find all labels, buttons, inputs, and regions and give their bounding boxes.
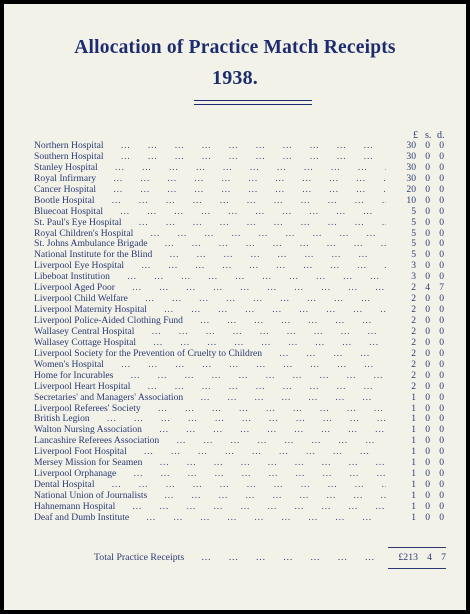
allocation-pounds: 1 — [411, 391, 416, 403]
allocation-pounds: 5 — [411, 238, 416, 250]
allocation-pounds: 2 — [411, 325, 416, 337]
allocation-name: Liverpool Maternity Hospital … … … … … … … … … … … … … … … … … … … … … … … … … … — [34, 305, 386, 316]
allocation-pence: 0 — [439, 183, 444, 195]
allocation-pounds: 1 — [411, 424, 416, 436]
title-rule-top — [194, 100, 312, 101]
allocation-pence: 0 — [439, 490, 444, 501]
allocation-row — [34, 174, 454, 185]
allocation-pence: 0 — [439, 446, 444, 458]
allocation-shillings: 0 — [425, 457, 430, 469]
allocation-pence: 0 — [439, 402, 444, 414]
allocation-row — [34, 283, 454, 294]
allocation-pence: 0 — [439, 161, 444, 173]
allocation-pence: 0 — [439, 380, 444, 392]
allocation-pounds: 1 — [411, 402, 416, 414]
allocation-shillings: 0 — [425, 391, 430, 403]
header-pence: d. — [437, 130, 445, 141]
allocation-pence: 0 — [439, 347, 444, 359]
allocation-row — [34, 447, 454, 458]
allocation-row — [34, 261, 454, 272]
allocation-pounds: 10 — [406, 194, 416, 206]
allocation-row — [34, 513, 454, 524]
allocation-pence: 0 — [439, 205, 444, 217]
total-rule-top — [388, 547, 446, 548]
allocation-name: Dental Hospital … … … … … … … … … … … … … … … … … … … … … … … … … … — [34, 480, 386, 491]
document-year: 1938. — [212, 67, 258, 89]
allocation-pounds: 5 — [411, 216, 416, 228]
allocation-pounds: 2 — [411, 358, 416, 370]
allocation-list — [34, 141, 454, 524]
allocation-name: Women's Hospital … … … … … … … … … … … … … … … … … … … … … … … … … … — [34, 360, 386, 371]
allocation-shillings: 0 — [425, 325, 430, 337]
allocation-row — [34, 382, 454, 393]
total-shillings: 4 — [427, 552, 432, 563]
allocation-row — [34, 305, 454, 316]
allocation-pence: 0 — [439, 150, 444, 162]
allocation-row — [34, 229, 454, 240]
allocation-shillings: 0 — [425, 260, 430, 272]
allocation-name: Liverpool Foot Hospital … … … … … … … … … … … … … … … … … … … … … … … … … … — [34, 447, 386, 458]
allocation-row — [34, 152, 454, 163]
allocation-shillings: 0 — [425, 347, 430, 359]
allocation-row — [34, 360, 454, 371]
allocation-pounds: 2 — [411, 380, 416, 392]
allocation-shillings: 0 — [425, 249, 430, 261]
allocation-row — [34, 316, 454, 327]
allocation-shillings: 0 — [425, 435, 430, 447]
allocation-pence: 7 — [439, 282, 444, 294]
allocation-pounds: 2 — [411, 304, 416, 316]
allocation-name: Liverpool Police-Aided Clothing Fund … … … … … … … … … … … … … … … … … … … … … … … … … … — [34, 316, 386, 327]
allocation-name: Liverpool Child Welfare … … … … … … … … … … … … … … … … … … … … … … … … … … — [34, 294, 386, 305]
allocation-shillings: 0 — [425, 304, 430, 316]
allocation-pence: 0 — [439, 468, 444, 480]
allocation-row — [34, 294, 454, 305]
allocation-row — [34, 207, 454, 218]
document-page — [4, 4, 466, 610]
allocation-row — [34, 425, 454, 436]
allocation-name: St. Paul's Eye Hospital … … … … … … … … … … … … … … … … … … … … … … … … … … — [34, 218, 386, 229]
allocation-shillings: 0 — [425, 315, 430, 326]
allocation-pence: 0 — [439, 500, 444, 512]
allocation-row — [34, 480, 454, 491]
allocation-pence: 0 — [439, 293, 444, 305]
allocation-pence: 0 — [439, 479, 444, 491]
allocation-pounds: 2 — [411, 293, 416, 305]
allocation-pence: 0 — [439, 260, 444, 272]
allocation-pence: 0 — [439, 336, 444, 348]
allocation-name: Walton Nursing Association … … … … … … … … … … … … … … … … … … … … … … … … … … — [34, 425, 386, 436]
allocation-name: Liverpool Referees' Society … … … … … … … … … … … … … … … … … … … … … … … … … … — [34, 404, 386, 415]
allocation-pence: 0 — [439, 249, 444, 261]
allocation-pounds: 5 — [411, 227, 416, 239]
allocation-pounds: 1 — [411, 413, 416, 425]
allocation-name: Liverpool Aged Poor … … … … … … … … … … … … … … … … … … … … … … … … … … — [34, 283, 386, 294]
allocation-pounds: 1 — [411, 490, 416, 501]
allocation-row — [34, 469, 454, 480]
allocation-pounds: 30 — [406, 161, 416, 173]
allocation-row — [34, 371, 454, 382]
allocation-pence: 0 — [439, 413, 444, 425]
allocation-row — [34, 491, 454, 502]
allocation-shillings: 0 — [425, 500, 430, 512]
allocation-pence: 0 — [439, 424, 444, 436]
allocation-pence: 0 — [439, 140, 444, 151]
allocation-name: Liverpool Society for the Prevention of Cruelty to Children … … … … … … … … … … … … … … … … … … … … … … … … … … — [34, 349, 386, 360]
allocation-row — [34, 185, 454, 196]
allocation-pence: 0 — [439, 457, 444, 469]
allocation-pence: 0 — [439, 358, 444, 370]
total-pounds: £213 — [398, 552, 418, 563]
allocation-row — [34, 393, 454, 404]
header-pounds: £ — [413, 130, 418, 141]
total-row — [34, 551, 454, 565]
allocation-name: Wallasey Central Hospital … … … … … … … … … … … … … … … … … … … … … … … … … … — [34, 327, 386, 338]
allocation-shillings: 4 — [425, 282, 430, 294]
allocation-pounds: 3 — [411, 271, 416, 283]
allocation-pounds: 5 — [411, 205, 416, 217]
allocation-shillings: 0 — [425, 468, 430, 480]
allocation-name: Home for Incurables … … … … … … … … … … … … … … … … … … … … … … … … … … — [34, 371, 386, 382]
allocation-shillings: 0 — [425, 402, 430, 414]
allocation-shillings: 0 — [425, 150, 430, 162]
allocation-shillings: 0 — [425, 413, 430, 425]
allocation-pounds: 1 — [411, 446, 416, 458]
allocation-row — [34, 404, 454, 415]
allocation-shillings: 0 — [425, 358, 430, 370]
allocation-name: Liverpool Eye Hospital … … … … … … … … … … … … … … … … … … … … … … … … … … — [34, 261, 386, 272]
allocation-row — [34, 502, 454, 513]
allocation-pence: 0 — [439, 227, 444, 239]
allocation-shillings: 0 — [425, 205, 430, 217]
allocation-pence: 0 — [439, 391, 444, 403]
allocation-name: Liverpool Heart Hospital … … … … … … … … … … … … … … … … … … … … … … … … … … — [34, 382, 386, 393]
document-title: Allocation of Practice Match Receipts — [74, 37, 396, 58]
allocation-shillings: 0 — [425, 227, 430, 239]
allocation-row — [34, 338, 454, 349]
allocation-name: Libeboat Institution … … … … … … … … … … … … … … … … … … … … … … … … … … — [34, 272, 386, 283]
allocation-shillings: 0 — [425, 336, 430, 348]
allocation-pounds: 2 — [411, 282, 416, 294]
allocation-shillings: 0 — [425, 172, 430, 184]
allocation-row — [34, 436, 454, 447]
allocation-name: Lancashire Referees Association … … … … … … … … … … … … … … … … … … … … … … … … … … — [34, 436, 386, 447]
allocation-pence: 0 — [439, 271, 444, 283]
allocation-shillings: 0 — [425, 216, 430, 228]
allocation-shillings: 0 — [425, 380, 430, 392]
allocation-shillings: 0 — [425, 183, 430, 195]
allocation-pounds: 20 — [406, 183, 416, 195]
allocation-pence: 0 — [439, 172, 444, 184]
allocation-name: Deaf and Dumb Institute … … … … … … … … … … … … … … … … … … … … … … … … … … — [34, 513, 386, 524]
allocation-pounds: 1 — [411, 435, 416, 447]
allocation-name: St. Johns Ambulance Brigade … … … … … … … … … … … … … … … … … … … … … … … … … … — [34, 239, 386, 250]
allocation-name: Royal Infirmary … … … … … … … … … … … … … … … … … … … … … … … … … … — [34, 174, 386, 185]
allocation-pounds: 3 — [411, 260, 416, 272]
allocation-pence: 0 — [439, 194, 444, 206]
allocation-row — [34, 239, 454, 250]
allocation-pence: 0 — [439, 369, 444, 381]
allocation-pence: 0 — [439, 238, 444, 250]
header-shillings: s. — [425, 130, 432, 141]
allocation-shillings: 0 — [425, 238, 430, 250]
allocation-shillings: 0 — [425, 446, 430, 458]
allocation-pence: 0 — [439, 216, 444, 228]
allocation-shillings: 0 — [425, 479, 430, 491]
allocation-row — [34, 272, 454, 283]
allocation-shillings: 0 — [425, 424, 430, 436]
allocation-shillings: 0 — [425, 369, 430, 381]
allocation-shillings: 0 — [425, 194, 430, 206]
allocation-pounds: 2 — [411, 347, 416, 359]
allocation-name: Bluecoat Hospital … … … … … … … … … … … … … … … … … … … … … … … … … … — [34, 207, 386, 218]
allocation-name: Mersey Mission for Seamen … … … … … … … … … … … … … … … … … … … … … … … … … … — [34, 458, 386, 469]
allocation-pence: 0 — [439, 315, 444, 326]
allocation-shillings: 0 — [425, 140, 430, 151]
allocation-name: Southern Hospital … … … … … … … … … … … … … … … … … … … … … … … … … … — [34, 152, 386, 163]
allocation-row — [34, 327, 454, 338]
total-pence: 7 — [441, 552, 446, 563]
allocation-pence: 0 — [439, 511, 444, 523]
allocation-pounds: 30 — [406, 150, 416, 162]
allocation-row — [34, 141, 454, 152]
allocation-row — [34, 163, 454, 174]
allocation-shillings: 0 — [425, 511, 430, 523]
allocation-pounds: 2 — [411, 315, 416, 326]
allocation-name: Liverpool Orphanage … … … … … … … … … … … … … … … … … … … … … … … … … … — [34, 469, 386, 480]
allocation-pence: 0 — [439, 325, 444, 337]
allocation-name: National Union of Journalists … … … … … … … … … … … … … … … … … … … … … … … … … … — [34, 491, 386, 502]
allocation-pounds: 1 — [411, 479, 416, 491]
allocation-pounds: 1 — [411, 511, 416, 523]
total-rule-bottom — [388, 568, 446, 569]
allocation-name: Wallasey Cottage Hospital … … … … … … … … … … … … … … … … … … … … … … … … … … — [34, 338, 386, 349]
allocation-pounds: 1 — [411, 500, 416, 512]
allocation-pounds: 1 — [411, 457, 416, 469]
allocation-pounds: 1 — [411, 468, 416, 480]
allocation-pence: 0 — [439, 304, 444, 316]
allocation-pounds: 5 — [411, 249, 416, 261]
allocation-name: National Institute for the Blind … … … … … … … … … … … … … … … … … … … … … … … … … … — [34, 250, 386, 261]
allocation-shillings: 0 — [425, 271, 430, 283]
allocation-pounds: 30 — [406, 140, 416, 151]
allocation-name: Hahnemann Hospital … … … … … … … … … … … … … … … … … … … … … … … … … … — [34, 502, 386, 513]
allocation-name: Northern Hospital … … … … … … … … … … … … … … … … … … … … … … … … … … — [34, 141, 386, 152]
allocation-name: Bootle Hospital … … … … … … … … … … … … … … … … … … … … … … … … … … — [34, 196, 386, 207]
allocation-row — [34, 250, 454, 261]
allocation-name: Stanley Hospital … … … … … … … … … … … … … … … … … … … … … … … … … … — [34, 163, 386, 174]
allocation-row — [34, 196, 454, 207]
allocation-shillings: 0 — [425, 490, 430, 501]
allocation-name: Cancer Hospital … … … … … … … … … … … … … … … … … … … … … … … … … … — [34, 185, 386, 196]
allocation-name: Secretaries' and Managers' Association … … … … … … … … … … … … … … … … … … … … … … … … … … — [34, 393, 386, 404]
allocation-row — [34, 458, 454, 469]
allocation-name: British Legion … … … … … … … … … … … … … … … … … … … … … … … … … … — [34, 414, 386, 425]
allocation-pounds: 30 — [406, 172, 416, 184]
allocation-row — [34, 414, 454, 425]
allocation-shillings: 0 — [425, 161, 430, 173]
allocation-row — [34, 349, 454, 360]
allocation-name: Royal Children's Hospital … … … … … … … … … … … … … … … … … … … … … … … … … … — [34, 229, 386, 240]
allocation-shillings: 0 — [425, 293, 430, 305]
allocation-pounds: 2 — [411, 336, 416, 348]
allocation-pounds: 2 — [411, 369, 416, 381]
allocation-pence: 0 — [439, 435, 444, 447]
allocation-row — [34, 218, 454, 229]
total-label: Total Practice Receipts … … … … … … … … … … … … … … — [94, 551, 388, 565]
title-rule-bottom — [194, 104, 312, 105]
